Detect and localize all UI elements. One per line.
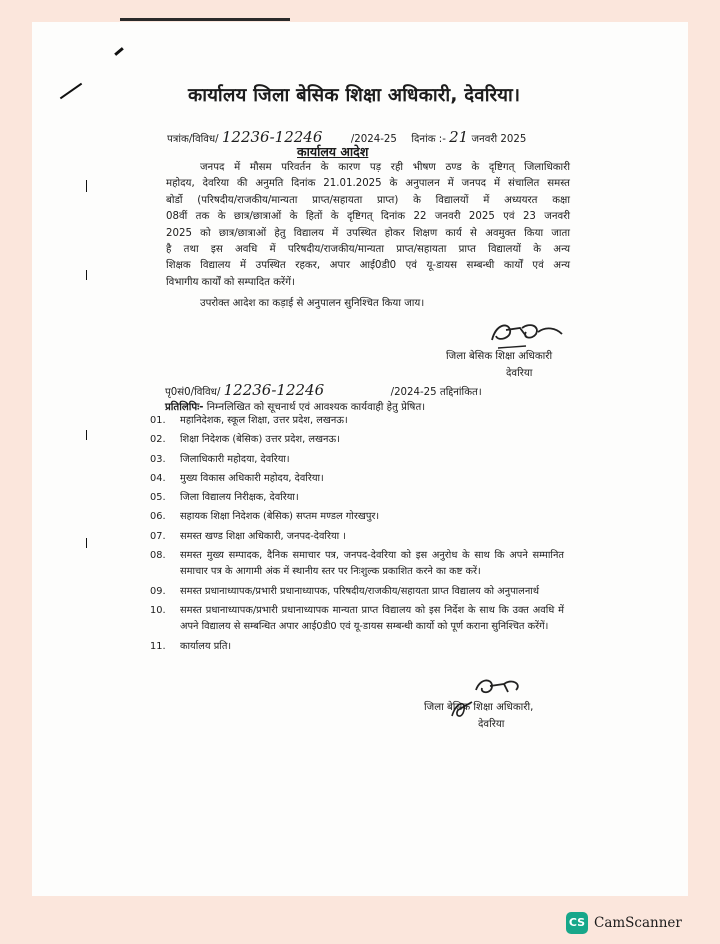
scan-edge xyxy=(120,18,290,21)
list-item xyxy=(150,452,564,468)
ref-date-label: दिनांक :- xyxy=(411,134,446,145)
list-item-text: जिला विद्यालय निरीक्षक, देवरिया। xyxy=(180,492,299,504)
camscanner-watermark: CamScanner xyxy=(594,915,682,931)
list-item xyxy=(150,471,564,487)
list-item-number: 03. xyxy=(150,453,166,465)
list-item-text: मुख्य विकास अधिकारी महोदय, देवरिया। xyxy=(180,472,324,484)
list-item xyxy=(150,413,564,429)
list-item-number: 04. xyxy=(150,472,166,484)
list-item-number: 09. xyxy=(150,585,166,597)
ref-hand-number: 12236-12246 xyxy=(221,128,323,146)
order-heading: कार्यालय आदेश xyxy=(297,144,369,159)
ref-hand-day: 21 xyxy=(449,128,469,146)
list-item xyxy=(150,509,564,525)
body-line: जनपद में मौसम परिवर्तन के कारण पड़ रही भीषण ठण्ड के दृष्टिगत् जिलाधिकारी xyxy=(200,162,570,173)
signature1-title: जिला बेसिक शिक्षा अधिकारी xyxy=(446,351,553,362)
body-line: है तथा इस अवधि में परिषदीय/राजकीय/मान्यता प्राप्त/सहायता प्राप्त विद्यालयों के अन्य xyxy=(166,244,570,256)
list-item-number: 08. xyxy=(150,550,166,562)
list-item-text: जिलाधिकारी महोदया, देवरिया। xyxy=(180,453,290,465)
list-item-text: समस्त प्रधानाध्यापक/प्रभारी प्रधानाध्यापक मान्यता प्राप्त विद्यालय को इस निर्देश के साथ कि उक्त अवधि में अपने विद्यालय से सम्बन्धित अपार आई0डी0 एवं यू-डायस सम्बन्धी कार्यो को पूर्ण कराना सुनिश्चित करेंगें। xyxy=(180,604,564,633)
list-item xyxy=(150,639,564,655)
list-item-number: 05. xyxy=(150,492,166,504)
order-body xyxy=(166,160,570,291)
list-item-number: 01. xyxy=(150,415,166,426)
list-item-text: शिक्षा निदेशक (बेसिक) उत्तर प्रदेश, लखनऊ। xyxy=(180,434,340,446)
copy-list xyxy=(150,413,564,658)
margin-mark xyxy=(86,538,87,548)
ref2-year: /2024-25 xyxy=(390,387,437,398)
list-item-text: समस्त प्रधानाध्यापक/प्रभारी प्रधानाध्यापक, परिषदीय/राजकीय/सहायता प्राप्त विद्यालय को अनुपालनार्थ xyxy=(180,585,540,597)
body-line: महोदय, देवरिया की अनुमति दिनांक 21.01.2025 के अनुपालन में जनपद में संचालित समस्त xyxy=(166,178,570,190)
signature2-title: जिला बेसिक शिक्षा अधिकारी, xyxy=(424,702,534,713)
list-item-text: महानिदेशक, स्कूल शिक्षा, उत्तर प्रदेश, लखनऊ। xyxy=(180,415,348,426)
copy-intro: निम्नलिखित को सूचनार्थ एवं आवश्यक कार्यवाही हेतु प्रेषित। xyxy=(206,402,426,413)
list-item xyxy=(150,584,564,600)
list-item xyxy=(150,603,564,636)
ref-line-2 xyxy=(165,381,482,399)
ref-year: /2024-25 xyxy=(350,134,397,145)
list-item xyxy=(150,529,564,545)
list-item-text: समस्त मुख्य सम्पादक, दैनिक समाचार पत्र, जनपद-देवरिया को इस अनुरोध के साथ कि अपने सम्मानित समाचार पत्र के आगामी अंक में स्थानीय स्तर पर निःशुल्क प्रकाशित करने का कष्ट करें। xyxy=(180,550,564,578)
list-item-text: सहायक शिक्षा निदेशक (बेसिक) सप्तम मण्डल गोरखपुर। xyxy=(180,511,380,523)
body-line: 2025 को छात्र/छात्राओं हेतु विद्यालय में उपस्थित होकर शिक्षण कार्य से अवमुक्त किया जाता xyxy=(166,227,570,239)
camscanner-logo-icon: CS xyxy=(566,912,588,934)
ref2-hand-number: 12236-12246 xyxy=(223,381,325,399)
copy-label: प्रतिलिपिः- xyxy=(165,402,204,413)
ref-prefix: पत्रांक/विविध/ xyxy=(167,134,219,145)
list-item-number: 07. xyxy=(150,530,166,542)
list-item xyxy=(150,432,564,448)
list-item-text: कार्यालय प्रति। xyxy=(180,640,232,652)
body-line: बोर्डो (परिषदीय/राजकीय/मान्यता प्राप्त/सहायता प्राप्त) के विद्यालयों में अध्ययरत कक्षा xyxy=(166,194,570,206)
body-line: विभागीय कार्यों को सम्पादित करेंगें। xyxy=(166,276,295,288)
ref-date-rest: जनवरी 2025 xyxy=(471,134,527,145)
ref2-date-label: तद्दिनांकित। xyxy=(439,387,482,398)
compliance-line: उपरोक्त आदेश का कड़ाई से अनुपालन सुनिश्चित किया जाय। xyxy=(200,298,425,309)
copy-line xyxy=(165,399,425,413)
signature2-place: देवरिया xyxy=(478,719,505,730)
office-title: कार्यालय जिला बेसिक शिक्षा अधिकारी, देवरिया। xyxy=(188,85,521,106)
list-item-text: समस्त खण्ड शिक्षा अधिकारी, जनपद-देवरिया । xyxy=(180,530,347,542)
margin-mark xyxy=(86,430,87,440)
body-line: 08वीं तक के छात्र/छात्राओं के हितों के दृष्टिगत् दिनांक 22 जनवरी 2025 एवं 23 जनवरी xyxy=(166,211,570,223)
ref2-prefix: पृ0सं0/विविध/ xyxy=(165,387,221,398)
list-item xyxy=(150,548,564,581)
list-item-number: 11. xyxy=(150,640,166,652)
margin-mark xyxy=(86,180,87,192)
list-item-number: 02. xyxy=(150,434,166,446)
list-item xyxy=(150,490,564,506)
margin-mark xyxy=(86,270,87,280)
list-item-number: 10. xyxy=(150,604,166,616)
signature1-place: देवरिया xyxy=(506,368,533,379)
body-line: शिक्षक विद्यालय में उपस्थित रहकर, अपार आई0डी0 एवं यू-डायस सम्बन्धी कार्यों एवं अन्य xyxy=(166,260,570,272)
list-item-number: 06. xyxy=(150,511,166,523)
